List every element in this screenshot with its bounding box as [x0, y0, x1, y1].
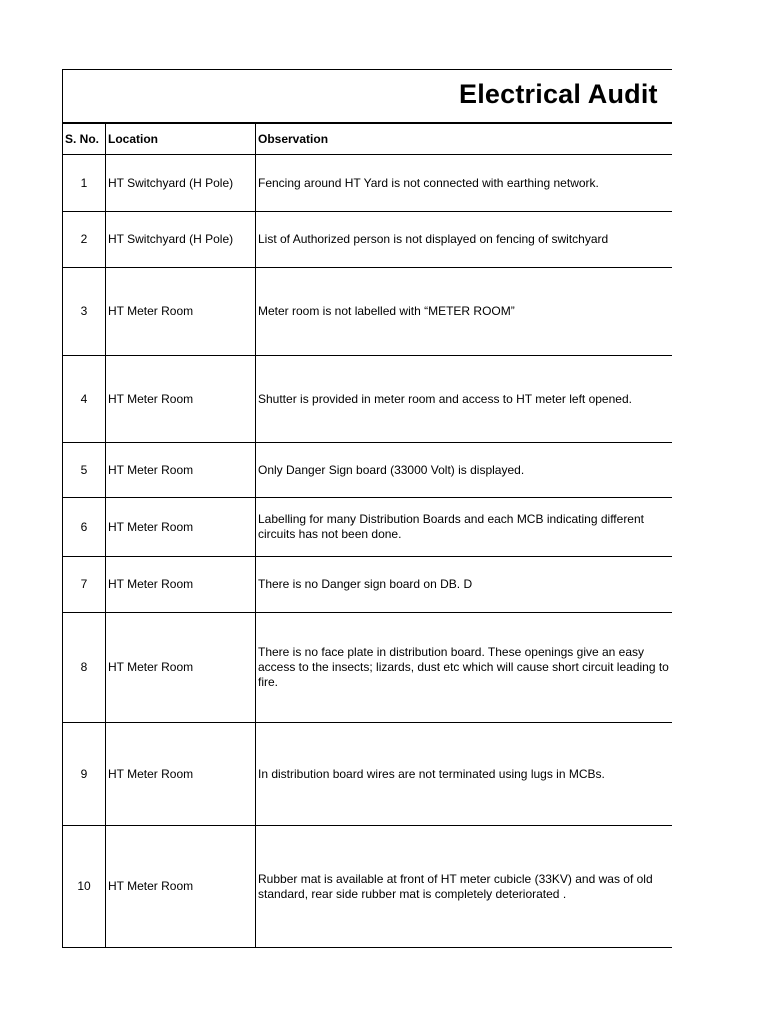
table-row [63, 268, 673, 356]
table-row [63, 557, 673, 613]
observation-cell: There is no face plate in distribution board. These openings give an easy access to the insects; lizards, dust etc which will cause short circuit leading to fire. [256, 613, 673, 723]
location-cell: HT Switchyard (H Pole) [106, 155, 256, 212]
table-row [63, 443, 673, 498]
location-cell: HT Meter Room [106, 443, 256, 498]
observation-cell: There is no Danger sign board on DB. D [256, 557, 673, 613]
page-title: Electrical Audit [459, 79, 658, 109]
column-header-observation: Observation [256, 124, 673, 155]
location-cell: HT Switchyard (H Pole) [106, 212, 256, 268]
sno-cell: 6 [63, 498, 106, 557]
title-cell [62, 69, 672, 123]
sno-cell: 1 [63, 155, 106, 212]
audit-table [62, 123, 673, 948]
sno-cell: 5 [63, 443, 106, 498]
location-cell: HT Meter Room [106, 498, 256, 557]
sno-cell: 10 [63, 826, 106, 948]
header-row [63, 124, 673, 155]
observation-cell: Rubber mat is available at front of HT meter cubicle (33KV) and was of old standard, rear side rubber mat is completely deteriorated . [256, 826, 673, 948]
sno-cell: 7 [63, 557, 106, 613]
sno-cell: 4 [63, 356, 106, 443]
table-row [63, 613, 673, 723]
sno-cell: 2 [63, 212, 106, 268]
observation-cell: Labelling for many Distribution Boards and each MCB indicating different circuits has not been done. [256, 498, 673, 557]
observation-cell: List of Authorized person is not displayed on fencing of switchyard [256, 212, 673, 268]
column-header-sno: S. No. [63, 124, 106, 155]
observation-cell: Fencing around HT Yard is not connected with earthing network. [256, 155, 673, 212]
location-cell: HT Meter Room [106, 268, 256, 356]
sno-cell: 8 [63, 613, 106, 723]
table-row [63, 723, 673, 826]
location-cell: HT Meter Room [106, 356, 256, 443]
page-edge-mask [672, 60, 768, 960]
table-row [63, 498, 673, 557]
observation-cell: Meter room is not labelled with “METER ROOM” [256, 268, 673, 356]
location-cell: HT Meter Room [106, 826, 256, 948]
table-row [63, 155, 673, 212]
observation-cell: Only Danger Sign board (33000 Volt) is displayed. [256, 443, 673, 498]
sno-cell: 9 [63, 723, 106, 826]
location-cell: HT Meter Room [106, 723, 256, 826]
audit-sheet [62, 69, 768, 949]
location-cell: HT Meter Room [106, 613, 256, 723]
column-header-location: Location [106, 124, 256, 155]
observation-cell: In distribution board wires are not terminated using lugs in MCBs. [256, 723, 673, 826]
table-row [63, 356, 673, 443]
observation-cell: Shutter is provided in meter room and access to HT meter left opened. [256, 356, 673, 443]
location-cell: HT Meter Room [106, 557, 256, 613]
table-row [63, 826, 673, 948]
table-row [63, 212, 673, 268]
sno-cell: 3 [63, 268, 106, 356]
